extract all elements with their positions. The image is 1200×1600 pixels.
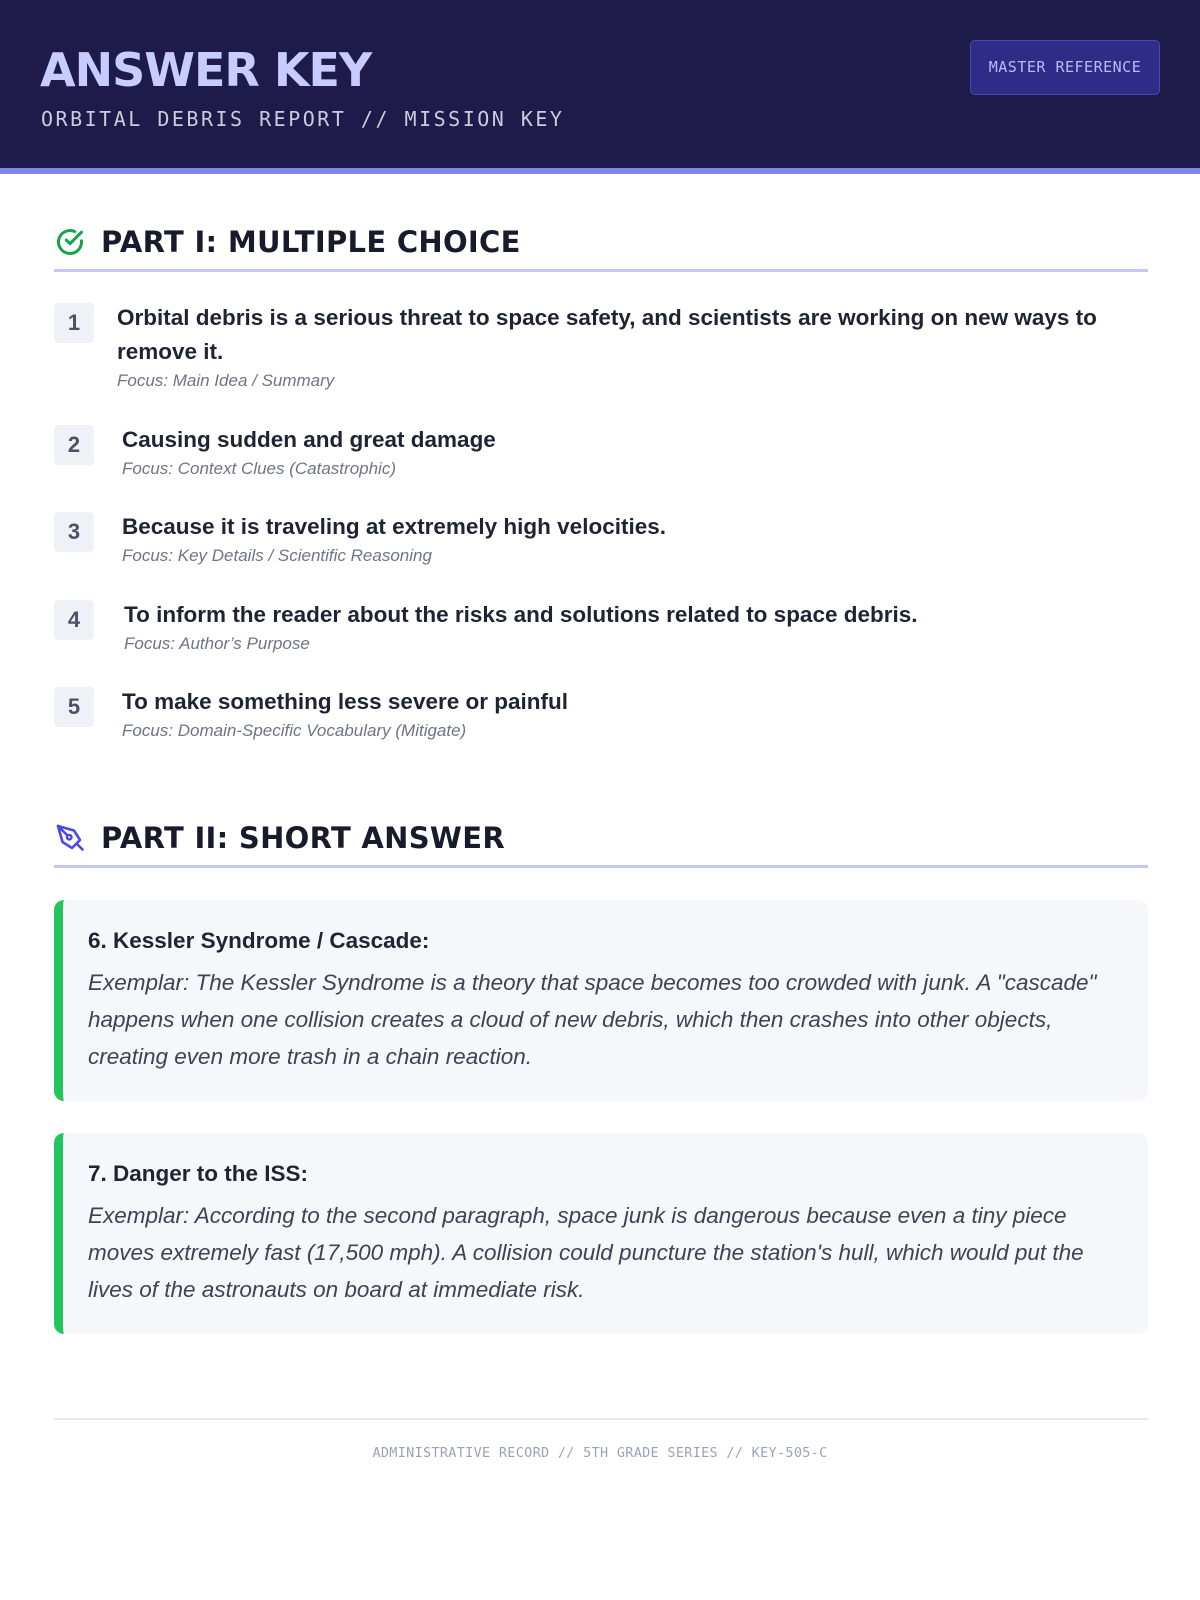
mc-number: 2 xyxy=(54,425,94,465)
mc-item xyxy=(54,598,1148,656)
mc-item xyxy=(54,685,1148,743)
pen-nib-icon xyxy=(54,822,86,854)
part1-heading xyxy=(54,222,1148,272)
mc-item xyxy=(54,301,1148,393)
mc-number: 1 xyxy=(54,303,94,343)
page-subtitle: ORBITAL DEBRIS REPORT // MISSION KEY xyxy=(41,107,565,131)
short-answer-card xyxy=(54,900,1148,1101)
footer-text: ADMINISTRATIVE RECORD // 5TH GRADE SERIES // KEY-505-C xyxy=(372,1445,828,1461)
mc-focus: Focus: Context Clues (Catastrophic) xyxy=(122,459,396,478)
mc-answer: Orbital debris is a serious threat to space safety, and scientists are working on new ways to remove it. xyxy=(117,305,1097,364)
mc-focus: Focus: Main Idea / Summary xyxy=(117,371,335,390)
check-circle-icon xyxy=(54,226,86,258)
footer-divider xyxy=(54,1418,1148,1420)
master-reference-badge: MASTER REFERENCE xyxy=(970,40,1160,95)
mc-focus: Focus: Domain-Specific Vocabulary (Mitigate) xyxy=(122,721,467,740)
mc-answer: Because it is traveling at extremely high velocities. xyxy=(122,514,666,539)
mc-focus: Focus: Author’s Purpose xyxy=(124,634,310,653)
short-answer-title: 7. Danger to the ISS: xyxy=(88,1161,309,1186)
part1-title: PART I: MULTIPLE CHOICE xyxy=(101,225,521,259)
part2-title: PART II: SHORT ANSWER xyxy=(101,821,505,855)
mc-item xyxy=(54,423,1148,481)
short-answer-title: 6. Kessler Syndrome / Cascade: xyxy=(88,928,430,953)
part2-heading xyxy=(54,818,1148,868)
page-title: ANSWER KEY xyxy=(40,43,372,97)
mc-focus: Focus: Key Details / Scientific Reasoning xyxy=(122,546,432,565)
mc-answer: To inform the reader about the risks and solutions related to space debris. xyxy=(124,602,918,627)
mc-number: 4 xyxy=(54,600,94,640)
mc-answer: Causing sudden and great damage xyxy=(122,427,496,452)
mc-number: 5 xyxy=(54,687,94,727)
mc-item xyxy=(54,510,1148,568)
mc-answer: To make something less severe or painful xyxy=(122,689,568,714)
short-answer-exemplar: Exemplar: The Kessler Syndrome is a theory that space becomes too crowded with junk. A "cascade" happens when one collision creates a cloud of new debris, which then crashes into other objects, creating even more trash in a chain reaction. xyxy=(88,970,1097,1069)
short-answer-card xyxy=(54,1133,1148,1334)
mc-number: 3 xyxy=(54,512,94,552)
short-answer-exemplar: Exemplar: According to the second paragraph, space junk is dangerous because even a tiny piece moves extremely fast (17,500 mph). A collision could puncture the station's hull, which would put the lives of the astronauts on board at immediate risk. xyxy=(88,1203,1084,1302)
page-header xyxy=(0,0,1200,174)
